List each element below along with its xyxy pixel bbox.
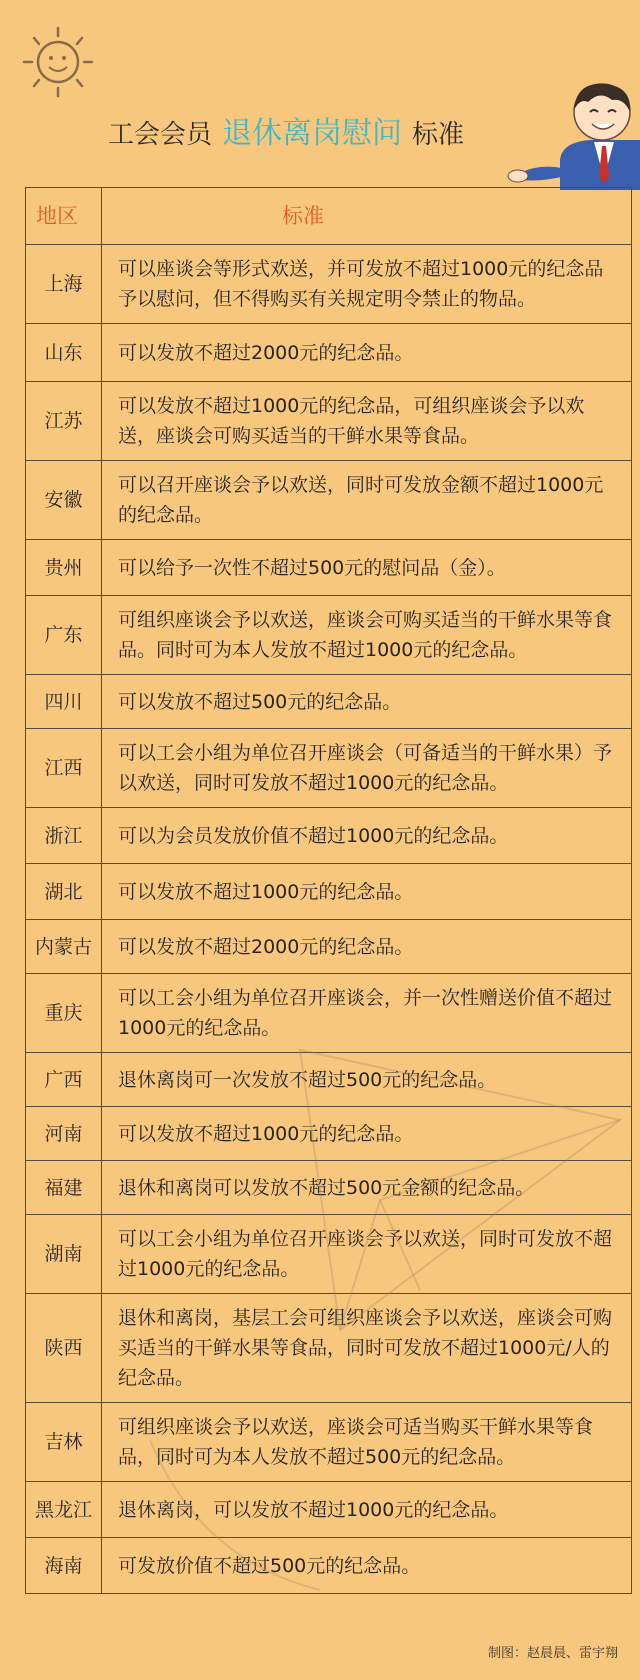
table-row [26, 1294, 632, 1403]
standard-cell: 可以召开座谈会予以欢送，同时可发放金额不超过1000元的纪念品。 [102, 461, 632, 540]
region-cell: 湖南 [26, 1215, 102, 1294]
region-cell: 陕西 [26, 1294, 102, 1403]
column-header-region: 地区 [26, 188, 102, 245]
table-header-row [26, 188, 632, 245]
region-cell: 贵州 [26, 540, 102, 596]
region-cell: 河南 [26, 1107, 102, 1161]
businessman-illustration-icon [500, 80, 640, 190]
table-row [26, 1107, 632, 1161]
standard-cell: 退休和离岗，基层工会可组织座谈会予以欢送，座谈会可购买适当的干鲜水果等食品，同时可发放不超过1000元/人的纪念品。 [102, 1294, 632, 1403]
table-row [26, 1538, 632, 1594]
region-cell: 重庆 [26, 974, 102, 1053]
table-row [26, 461, 632, 540]
region-cell: 江西 [26, 729, 102, 808]
standard-cell: 可以发放不超过2000元的纪念品。 [102, 920, 632, 974]
standard-cell: 退休离岗，可以发放不超过1000元的纪念品。 [102, 1482, 632, 1538]
standards-table [25, 187, 632, 1594]
table-row [26, 1403, 632, 1482]
title-suffix: 标准 [412, 120, 465, 150]
table-row [26, 596, 632, 675]
standard-cell: 可以发放不超过1000元的纪念品。 [102, 1107, 632, 1161]
region-cell: 山东 [26, 324, 102, 382]
standard-cell: 可以发放不超过1000元的纪念品，可组织座谈会予以欢送，座谈会可购买适当的干鲜水果等食品。 [102, 382, 632, 461]
table-row [26, 1053, 632, 1107]
sun-icon [0, 0, 130, 120]
region-cell: 江苏 [26, 382, 102, 461]
standard-cell: 可以给予一次性不超过500元的慰问品（金）。 [102, 540, 632, 596]
region-cell: 四川 [26, 675, 102, 729]
column-header-standard: 标准 [102, 188, 632, 245]
table-row [26, 974, 632, 1053]
header [0, 0, 640, 190]
table-row [26, 1215, 632, 1294]
table-row [26, 729, 632, 808]
table-row [26, 324, 632, 382]
table-row [26, 808, 632, 864]
standard-cell: 可发放价值不超过500元的纪念品。 [102, 1538, 632, 1594]
region-cell: 广西 [26, 1053, 102, 1107]
page-title [108, 108, 464, 152]
table-row [26, 382, 632, 461]
table-row [26, 245, 632, 324]
region-cell: 广东 [26, 596, 102, 675]
standard-cell: 可组织座谈会予以欢送，座谈会可购买适当的干鲜水果等食品。同时可为本人发放不超过1000元的纪念品。 [102, 596, 632, 675]
region-cell: 上海 [26, 245, 102, 324]
standard-cell: 可以发放不超过2000元的纪念品。 [102, 324, 632, 382]
table-row [26, 675, 632, 729]
title-accent: 退休离岗慰问 [222, 116, 403, 151]
credit-text: 制图：赵晨晨、雷宇翔 [487, 1646, 618, 1661]
standard-cell: 可以工会小组为单位召开座谈会（可备适当的干鲜水果）予以欢送，同时可发放不超过1000元的纪念品。 [102, 729, 632, 808]
table-body [26, 245, 632, 1594]
region-cell: 福建 [26, 1161, 102, 1215]
region-cell: 安徽 [26, 461, 102, 540]
standard-cell: 可以发放不超过500元的纪念品。 [102, 675, 632, 729]
region-cell: 海南 [26, 1538, 102, 1594]
region-cell: 吉林 [26, 1403, 102, 1482]
region-cell: 内蒙古 [26, 920, 102, 974]
standard-cell: 退休和离岗可以发放不超过500元金额的纪念品。 [102, 1161, 632, 1215]
standard-cell: 可组织座谈会予以欢送，座谈会可适当购买干鲜水果等食品，同时可为本人发放不超过500元的纪念品。 [102, 1403, 632, 1482]
standard-cell: 可以发放不超过1000元的纪念品。 [102, 864, 632, 920]
table-row [26, 1482, 632, 1538]
table-row [26, 1161, 632, 1215]
table-row [26, 864, 632, 920]
table-row [26, 920, 632, 974]
standard-cell: 退休离岗可一次发放不超过500元的纪念品。 [102, 1053, 632, 1107]
table-row [26, 540, 632, 596]
region-cell: 浙江 [26, 808, 102, 864]
standard-cell: 可以座谈会等形式欢送，并可发放不超过1000元的纪念品予以慰问，但不得购买有关规定明令禁止的物品。 [102, 245, 632, 324]
region-cell: 湖北 [26, 864, 102, 920]
region-cell: 黑龙江 [26, 1482, 102, 1538]
standard-cell: 可以工会小组为单位召开座谈会予以欢送，同时可发放不超过1000元的纪念品。 [102, 1215, 632, 1294]
standard-cell: 可以为会员发放价值不超过1000元的纪念品。 [102, 808, 632, 864]
title-prefix: 工会会员 [108, 120, 213, 150]
standard-cell: 可以工会小组为单位召开座谈会，并一次性赠送价值不超过1000元的纪念品。 [102, 974, 632, 1053]
